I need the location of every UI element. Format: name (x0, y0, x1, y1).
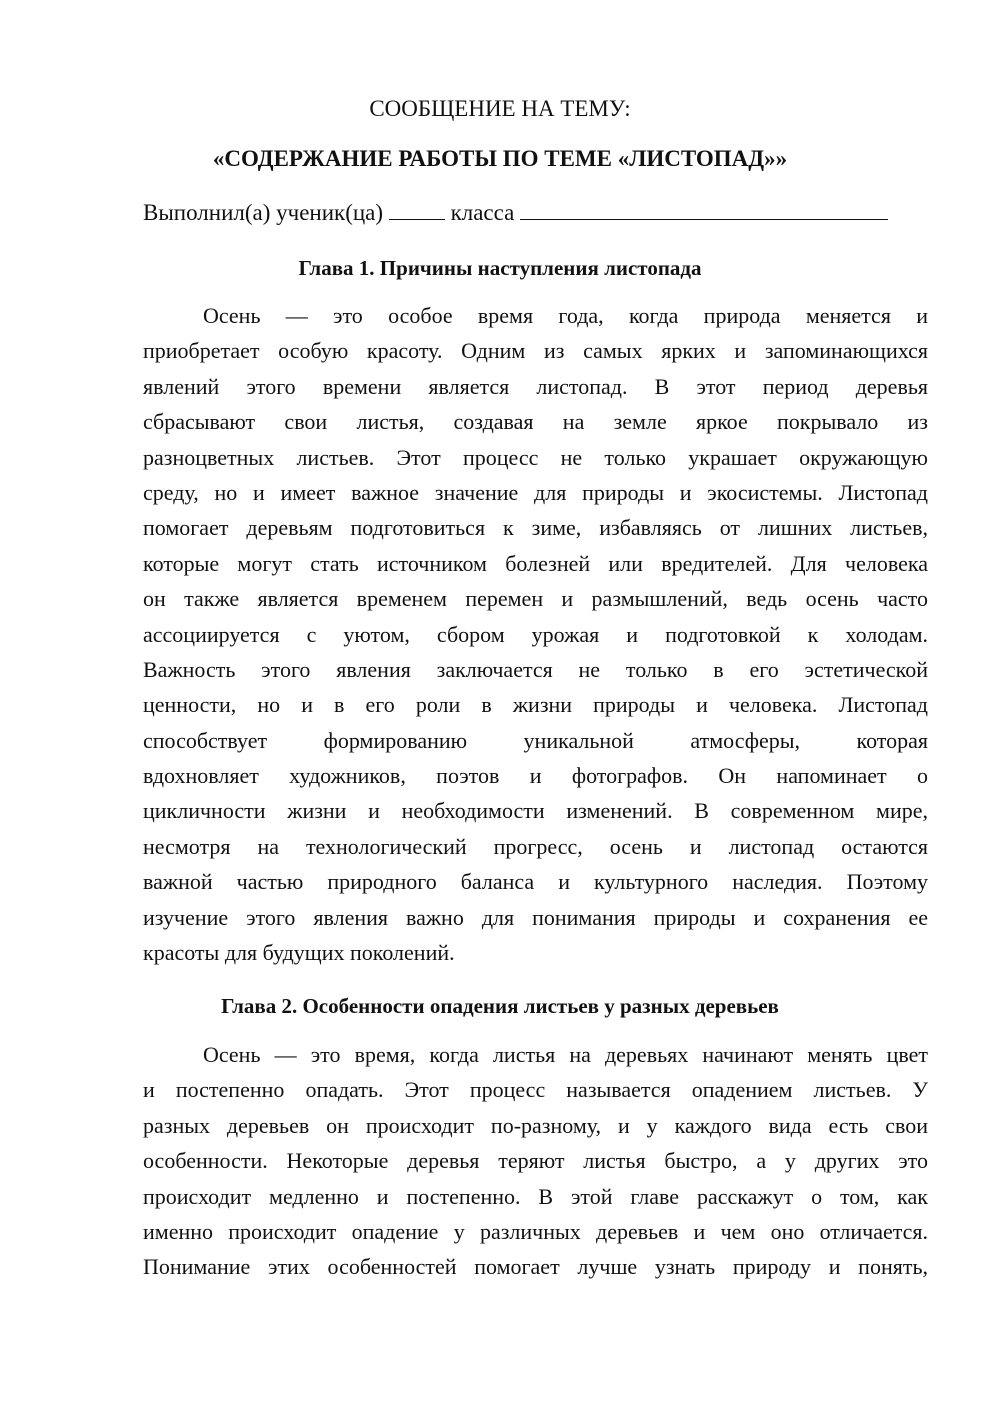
author-label: Выполнил(а) ученик(ца) (143, 200, 384, 225)
paragraph-line: именно происходит опадение у различных деревьев и чем оно отличается. (143, 1218, 928, 1244)
paragraph-line: важной частью природного баланса и культурного наследия. Поэтому (143, 869, 928, 895)
document-topic: «СОДЕРЖАНИЕ РАБОТЫ ПО ТЕМЕ «ЛИСТОПАД»» (212, 146, 788, 171)
chapter-2-heading: Глава 2. Особенности опадения листьев у разных деревьев (221, 994, 779, 1018)
paragraph-line: вдохновляет художников, поэтов и фотографов. Он напоминает о (143, 763, 928, 789)
chapter-2-paragraph (143, 1037, 928, 1285)
paragraph-line: происходит медленно и постепенно. В этой главе расскажут о том, как (143, 1183, 928, 1209)
paragraph-line: ассоциируется с уютом, сбором урожая и подготовкой к холодам. (143, 621, 928, 647)
paragraph-line: способствует формированию уникальной атмосферы, которая (143, 727, 928, 753)
paragraph-line: разных деревьев он происходит по-разному, и у каждого вида есть свои (143, 1112, 928, 1138)
paragraph-line: и постепенно опадать. Этот процесс называется опадением листьев. У (143, 1077, 928, 1103)
name-blank (520, 197, 888, 220)
paragraph-line: Важность этого явления заключается не только в его эстетической (143, 656, 928, 682)
paragraph-line: разноцветных листьев. Этот процесс не только украшает окружающую (143, 444, 928, 470)
paragraph-line: помогает деревьям подготовиться к зиме, избавляясь от лишних листьев, (143, 515, 928, 541)
paragraph-line: цикличности жизни и необходимости изменений. В современном мире, (143, 798, 928, 824)
grade-blank (389, 197, 445, 220)
paragraph-line: несмотря на технологический прогресс, осень и листопад остаются (143, 833, 928, 859)
paragraph-line: явлений этого времени является листопад. В этот период деревья (143, 373, 928, 399)
paragraph-line: особенности. Некоторые деревья теряют листья быстро, а у других это (143, 1148, 928, 1174)
chapter-1-heading: Глава 1. Причины наступления листопада (298, 256, 702, 280)
paragraph-line: которые могут стать источником болезней или вредителей. Для человека (143, 550, 928, 576)
paragraph-line: он также является временем перемен и размышлений, ведь осень часто (143, 586, 928, 612)
chapter-1-paragraph (143, 298, 928, 970)
paragraph-line: ценности, но и в его роли в жизни природы и человека. Листопад (143, 692, 928, 718)
paragraph-line: приобретает особую красоту. Одним из самых ярких и запоминающихся (143, 338, 928, 364)
paragraph-line: Осень — это время, когда листья на деревьях начинают менять цвет (203, 1042, 928, 1067)
paragraph-line: Осень — это особое время года, когда природа меняется и (203, 303, 928, 328)
document-title: СООБЩЕНИЕ НА ТЕМУ: (369, 96, 631, 121)
paragraph-line: Понимание этих особенностей помогает лучше узнать природу и понять, (143, 1254, 928, 1280)
paragraph-line: красоты для будущих поколений. (143, 940, 455, 966)
paragraph-line: сбрасывают свои листья, создавая на земле яркое покрывало из (143, 409, 928, 435)
class-label: класса (450, 200, 515, 225)
paragraph-line: изучение этого явления важно для понимания природы и сохранения ее (143, 904, 928, 930)
paragraph-line: среду, но и имеет важное значение для природы и экосистемы. Листопад (143, 479, 928, 505)
author-line (143, 197, 933, 228)
